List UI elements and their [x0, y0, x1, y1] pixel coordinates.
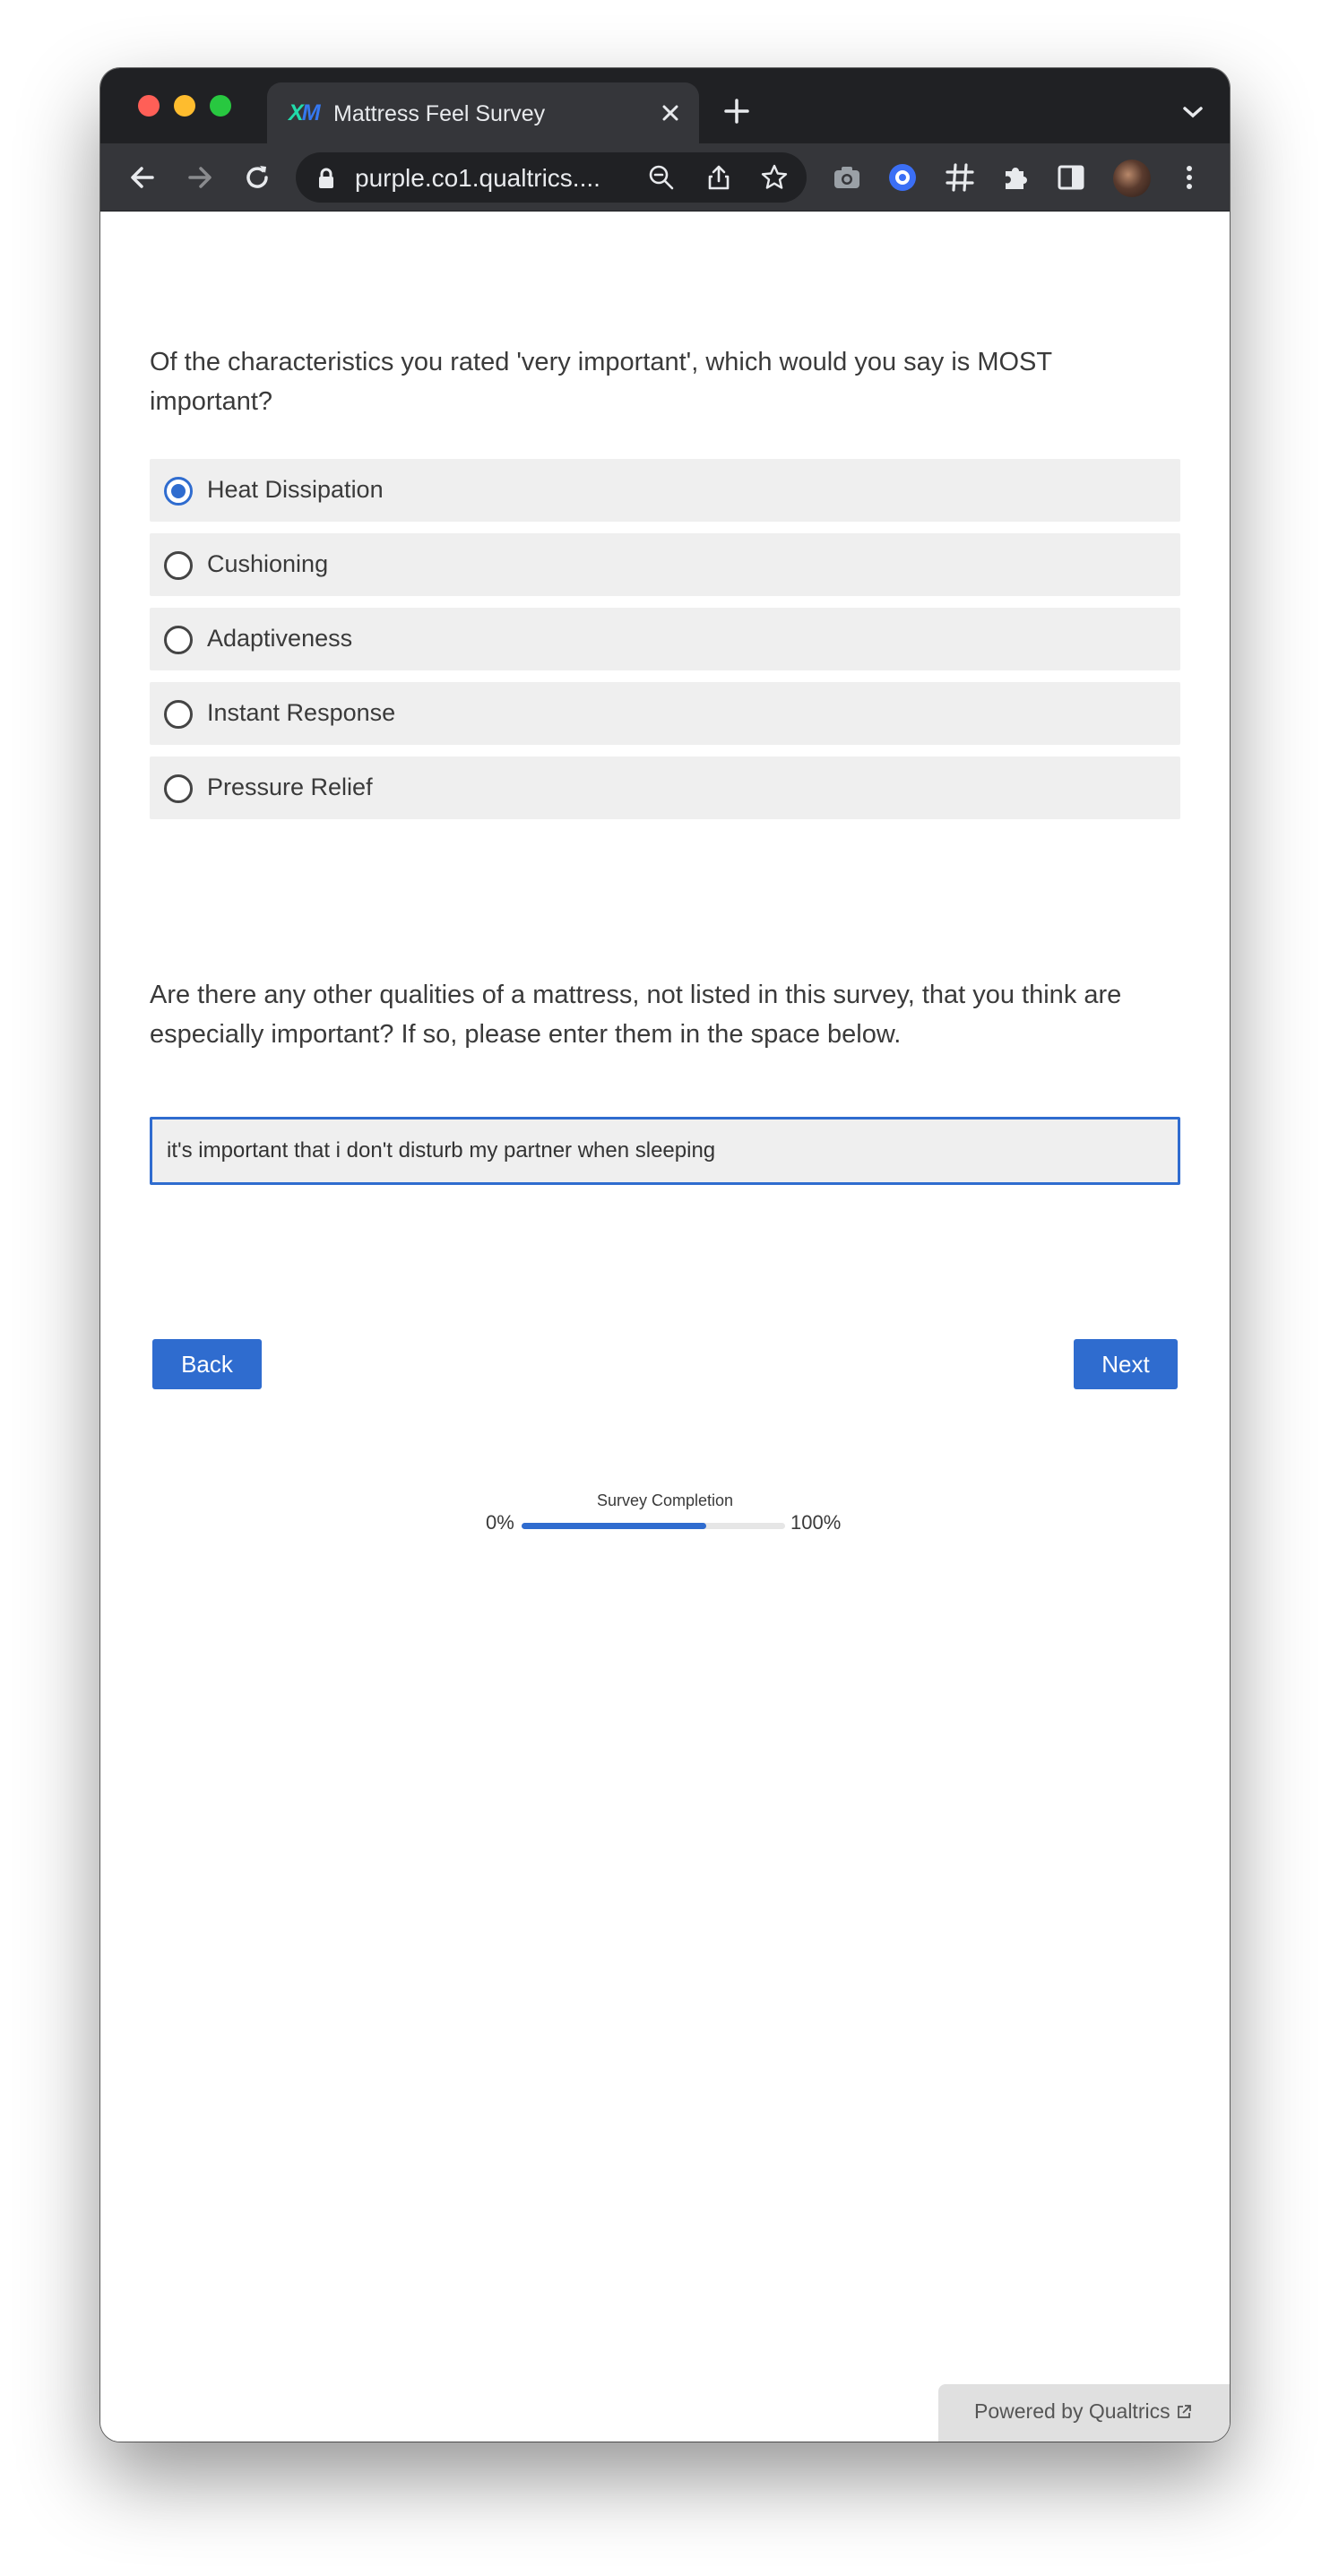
choice-pressure-relief[interactable] — [150, 756, 1180, 819]
qualtrics-xm-icon: XM — [289, 100, 319, 125]
survey-page — [100, 212, 1230, 2442]
browser-window — [100, 68, 1230, 2442]
side-panel-icon[interactable] — [1054, 160, 1088, 194]
choice-label: Instant Response — [207, 699, 396, 726]
choice-cushioning[interactable] — [150, 533, 1180, 596]
progress-max-label: 100% — [790, 1511, 842, 1534]
radio-button-selected[interactable] — [164, 477, 193, 506]
choice-adaptiveness[interactable] — [150, 608, 1180, 670]
choice-heat-dissipation[interactable] — [150, 459, 1180, 522]
question-most-important: Of the characteristics you rated 'very important', which would you say is MOST important? — [150, 348, 1052, 416]
chevron-down-icon[interactable] — [1181, 104, 1205, 120]
radio-button[interactable] — [164, 551, 193, 580]
choice-label: Pressure Relief — [207, 774, 373, 800]
profile-avatar[interactable] — [1113, 160, 1151, 197]
radio-dot-icon — [171, 484, 186, 498]
back-arrow-icon[interactable] — [125, 160, 160, 194]
close-window-button[interactable] — [138, 95, 160, 117]
next-button[interactable]: Next — [1074, 1339, 1178, 1389]
close-tab-icon[interactable] — [658, 100, 683, 125]
extensions-puzzle-icon[interactable] — [998, 160, 1032, 194]
zoom-out-icon[interactable] — [647, 163, 676, 192]
lock-icon — [317, 168, 335, 189]
external-link-icon — [1176, 2404, 1192, 2420]
powered-by-qualtrics-link[interactable] — [938, 2384, 1230, 2442]
progress-min-label: 0% — [486, 1511, 514, 1534]
new-tab-icon[interactable] — [722, 97, 751, 125]
tab-title: Mattress Feel Survey — [333, 101, 546, 126]
url-text: purple.co1.qualtrics.... — [355, 164, 600, 192]
choice-label: Heat Dissipation — [207, 476, 384, 503]
record-extension-icon[interactable] — [885, 160, 920, 194]
back-button[interactable]: Back — [152, 1339, 262, 1389]
progress-fill — [522, 1523, 706, 1529]
hashtag-extension-icon[interactable] — [943, 160, 977, 194]
radio-button[interactable] — [164, 774, 193, 803]
more-menu-icon[interactable] — [1172, 160, 1206, 194]
forward-arrow-icon[interactable] — [183, 160, 217, 194]
radio-button[interactable] — [164, 626, 193, 654]
reload-icon[interactable] — [240, 160, 274, 194]
choice-instant-response[interactable] — [150, 682, 1180, 745]
tab-survey[interactable] — [267, 82, 699, 143]
maximize-window-button[interactable] — [210, 95, 231, 117]
minimize-window-button[interactable] — [174, 95, 195, 117]
choice-label: Cushioning — [207, 550, 329, 577]
share-icon[interactable] — [704, 163, 733, 192]
other-qualities-input[interactable] — [150, 1117, 1180, 1185]
tab-strip — [100, 68, 1230, 143]
browser-toolbar — [100, 143, 1230, 212]
choice-label: Adaptiveness — [207, 625, 353, 652]
camera-extension-icon[interactable] — [830, 160, 864, 194]
radio-button[interactable] — [164, 700, 193, 729]
progress-bar — [522, 1523, 785, 1529]
progress-title: Survey Completion — [596, 1491, 734, 1509]
question-other-qualities: Are there any other qualities of a mattress, not listed in this survey, that you think are especially important? If so, please enter them in the space below. — [150, 981, 1122, 1049]
bookmark-star-icon[interactable] — [760, 163, 789, 192]
powered-by-text: Powered by Qualtrics — [974, 2399, 1170, 2423]
address-bar[interactable] — [296, 152, 807, 203]
